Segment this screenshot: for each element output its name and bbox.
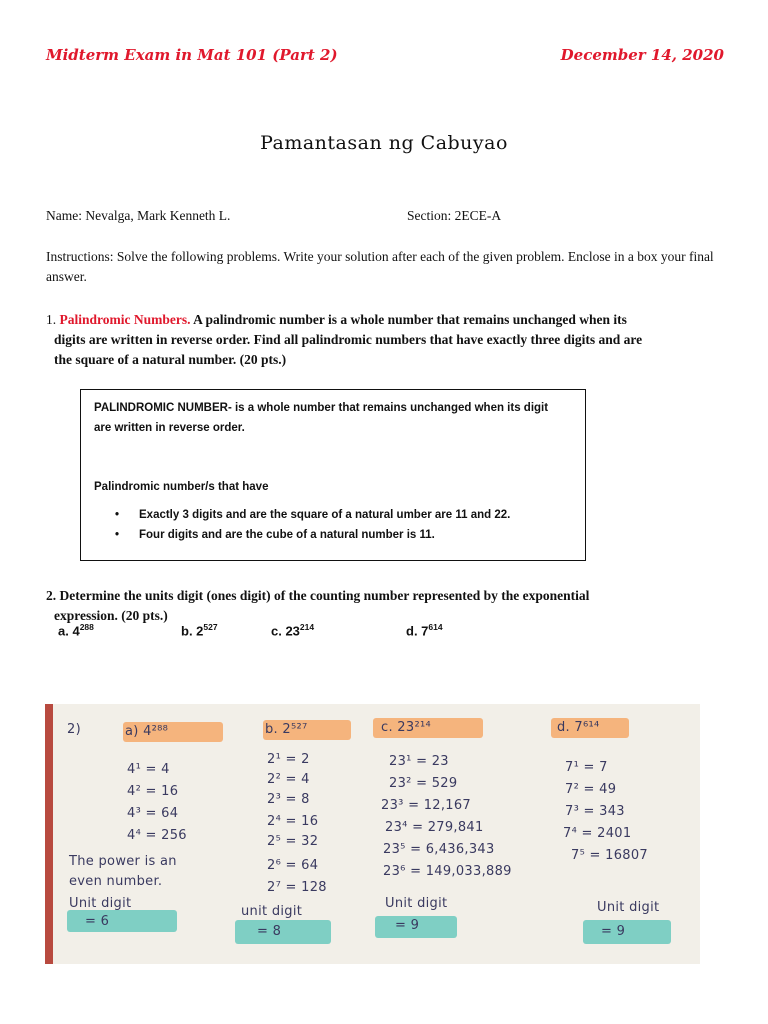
instructions: Instructions: Solve the following problems. Write your solution after each of the given problem. Enclose in a box your final answer. [46, 249, 714, 284]
option-a: a. $4^{288}$ [58, 622, 94, 639]
answer-intro: Palindromic number/s that have [94, 481, 269, 493]
hw-b-7: 2⁷ = 128 [267, 880, 327, 895]
hw-b-5: 2⁵ = 32 [267, 834, 319, 849]
highlight-teal-a [67, 910, 177, 932]
hw-a-2: 4¹ = 4 [127, 762, 170, 777]
hw-c-4: 23⁴ = 279,841 [385, 820, 484, 835]
hw-c-1: 23¹ = 23 [389, 754, 449, 769]
question-1-line3: the square of a natural number. (20 pts.) [54, 352, 287, 367]
hw-c-0: c. 23²¹⁴ [381, 720, 431, 735]
exam-date-header: December 14, 2020 [560, 46, 724, 64]
student-section: Section: 2ECE-A [407, 208, 502, 223]
exam-title-header: Midterm Exam in Mat 101 (Part 2) [46, 46, 338, 64]
question-2-line2: expression. (20 pts.) [54, 608, 168, 623]
bullet-text: Four digits and are the cube of a natural number is 11. [139, 529, 435, 541]
handwritten-solution-photo [45, 704, 700, 964]
hw-b-8: unit digit [241, 904, 303, 919]
option-c: c. $23^{214}$ [271, 622, 315, 639]
hw-c-2: 23² = 529 [389, 776, 458, 791]
hw-d-1: 7¹ = 7 [565, 760, 608, 775]
highlight-teal-d [583, 920, 671, 944]
student-name: Name: Nevalga, Mark Kenneth L. [46, 208, 231, 223]
question-1-line2: digits are written in reverse order. Find all palindromic numbers that have exactly three digits and are [54, 332, 643, 347]
hw-b-3: 2³ = 8 [267, 792, 310, 807]
bullet-dot: • [115, 509, 120, 521]
answer-box [80, 389, 586, 561]
hw-d-5: 7⁵ = 16807 [571, 848, 648, 863]
hw-b-1: 2¹ = 2 [267, 752, 310, 767]
hw-b-9: = 8 [257, 924, 282, 939]
hw-d-2: 7² = 49 [565, 782, 617, 797]
question-2-line1: 2. Determine the units digit (ones digit) of the counting number represented by the exponential [46, 588, 590, 603]
hw-a-1: a) 4²⁸⁸ [125, 724, 169, 739]
question-1-number: 1. [46, 312, 57, 327]
option-b: b. $2^{527}$ [181, 622, 218, 639]
hw-a-5: 4⁴ = 256 [127, 828, 187, 843]
university-title: Pamantasan ng Cabuyao [260, 132, 508, 154]
hw-a-4: 4³ = 64 [127, 806, 179, 821]
hw-a-0: 2) [67, 722, 81, 737]
hw-b-0: b. 2⁵²⁷ [265, 722, 308, 737]
hw-d-4: 7⁴ = 2401 [563, 826, 632, 841]
hw-d-3: 7³ = 343 [565, 804, 625, 819]
hw-a-6: The power is an [69, 854, 177, 869]
hw-a-7: even number. [69, 874, 163, 889]
hw-a-3: 4² = 16 [127, 784, 179, 799]
hw-b-2: 2² = 4 [267, 772, 310, 787]
question-1-line1: A palindromic number is a whole number that remains unchanged when its [193, 312, 627, 327]
hw-d-0: d. 7⁶¹⁴ [557, 720, 600, 735]
question-2 [46, 586, 726, 626]
photo-border-edge [45, 704, 53, 964]
option-d: d. $7^{614}$ [406, 622, 443, 639]
hw-c-8: = 9 [395, 918, 420, 933]
hw-d-6: Unit digit [597, 900, 660, 915]
bullet-text: Exactly 3 digits and are the square of a natural umber are 11 and 22. [139, 509, 511, 521]
bullet-dot: • [115, 529, 120, 541]
definition-line2: are written in reverse order. [94, 422, 245, 434]
hw-d-7: = 9 [601, 924, 626, 939]
highlight-teal-b [235, 920, 331, 944]
hw-c-7: Unit digit [385, 896, 448, 911]
question-1 [46, 310, 726, 370]
hw-b-6: 2⁶ = 64 [267, 858, 319, 873]
hw-c-6: 23⁶ = 149,033,889 [383, 864, 512, 879]
hw-b-4: 2⁴ = 16 [267, 814, 319, 829]
hw-c-3: 23³ = 12,167 [381, 798, 471, 813]
hw-a-9: = 6 [85, 914, 110, 929]
hw-c-5: 23⁵ = 6,436,343 [383, 842, 495, 857]
question-1-heading: Palindromic Numbers. [59, 312, 191, 327]
definition-line1: PALINDROMIC NUMBER- is a whole number that remains unchanged when its digit [94, 402, 549, 414]
hw-a-8: Unit digit [69, 896, 132, 911]
